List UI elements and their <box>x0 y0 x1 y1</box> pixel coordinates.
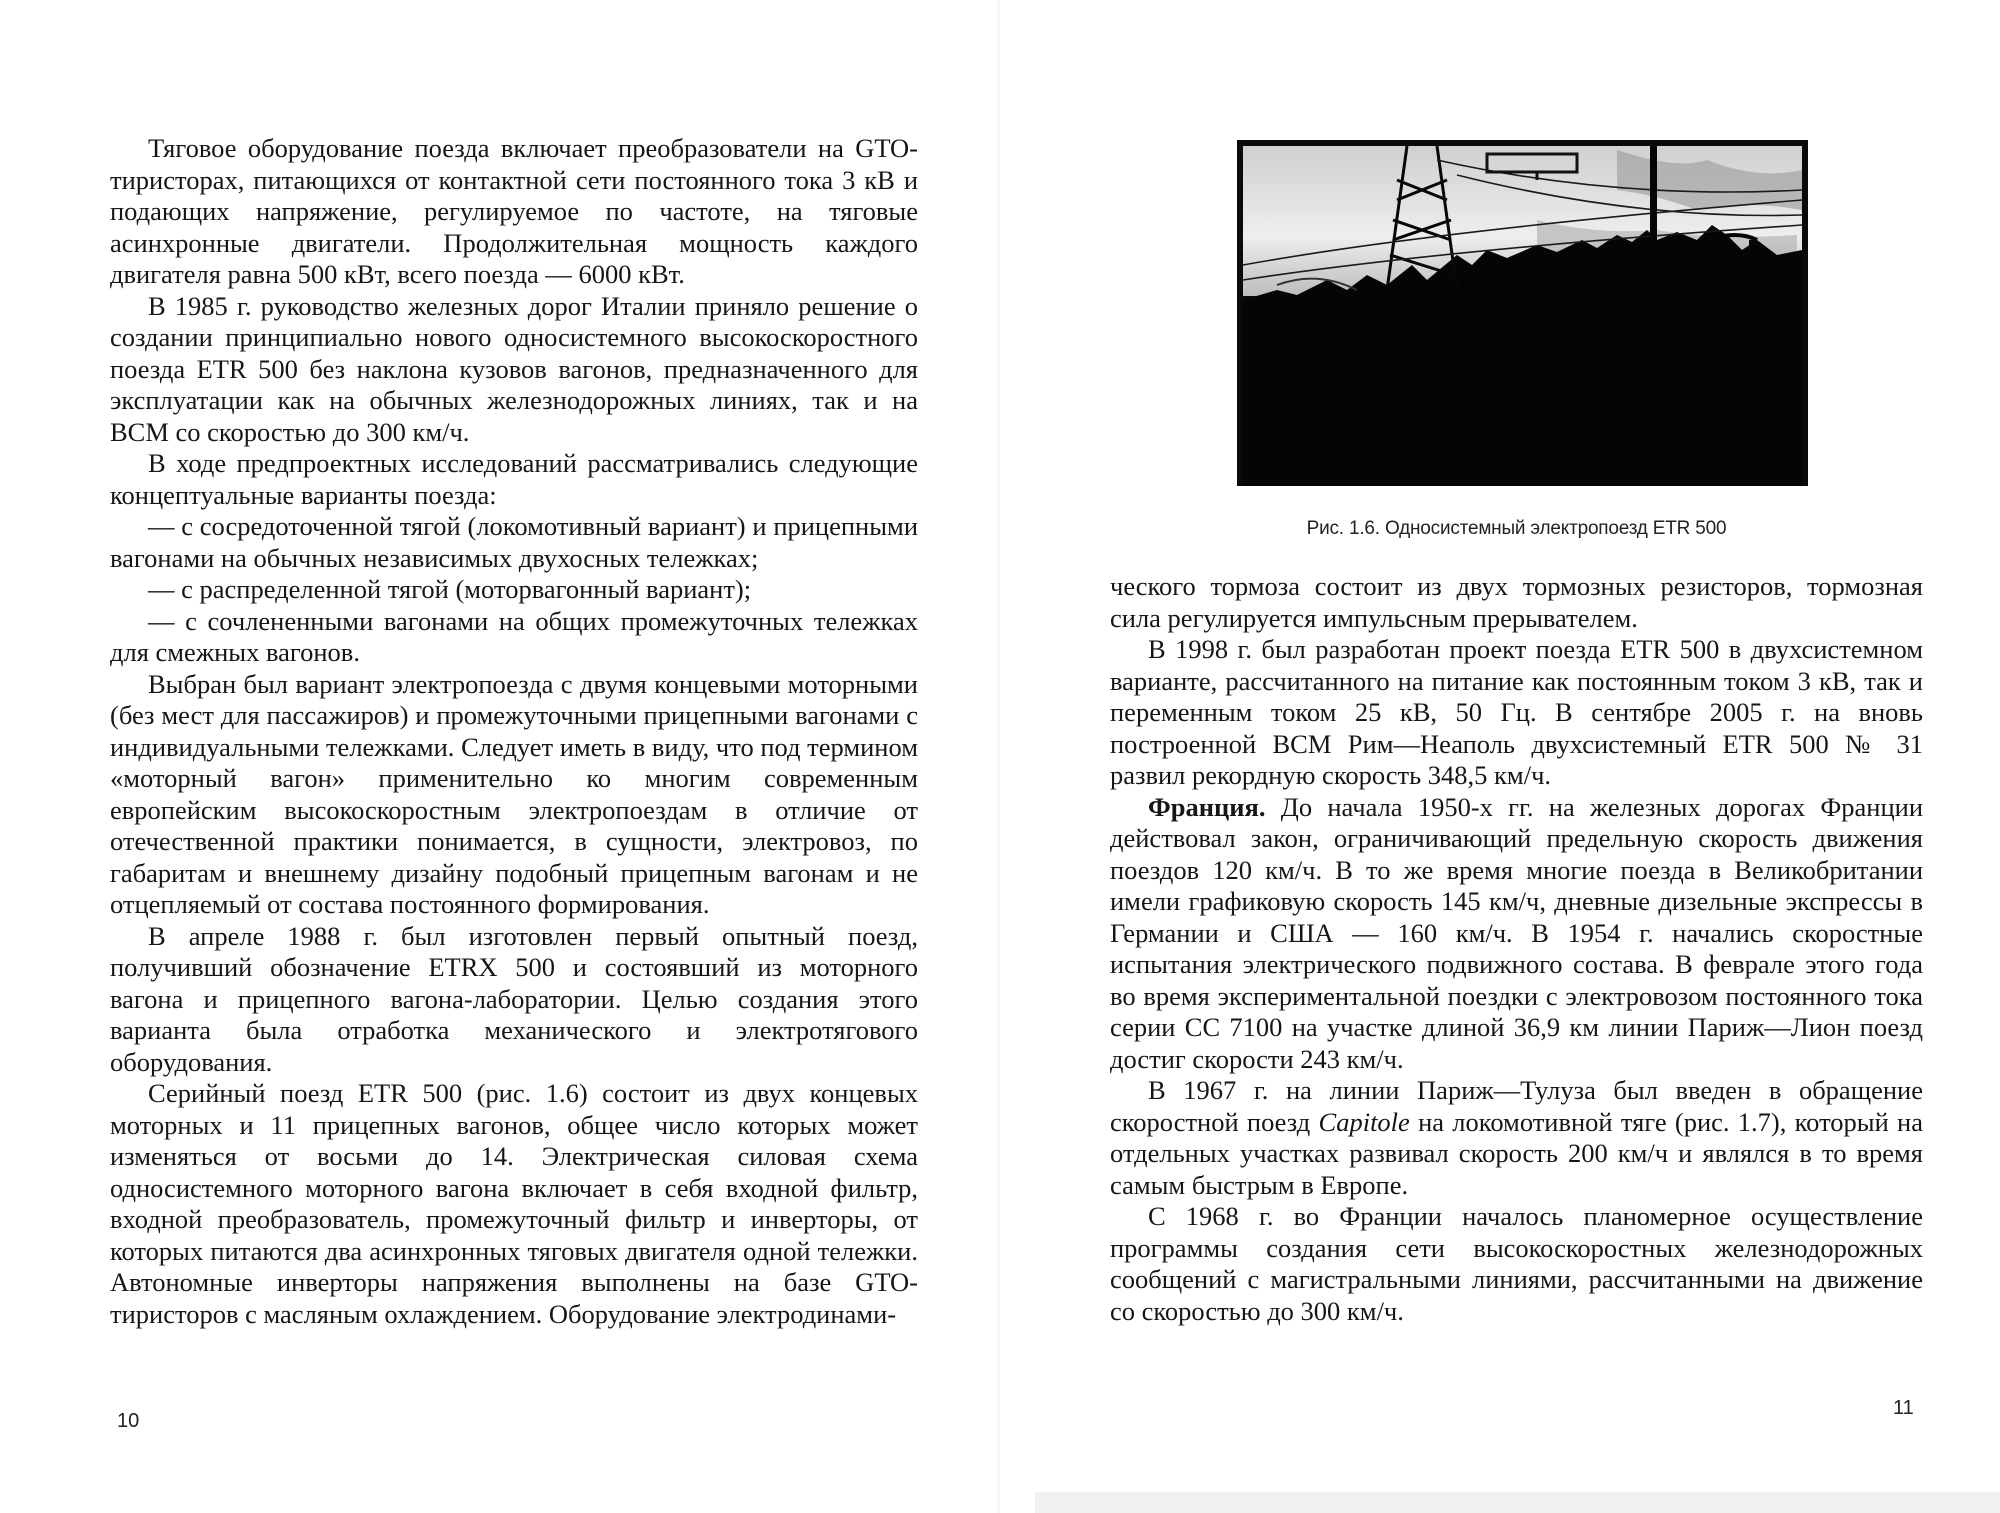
capitole-after: на локомотивной тяге (рис. 1.7), который на отдельных участках развивал скорость 200 км/ч и являлся в то время самым быстрым в Европе. <box>1110 1106 1924 1200</box>
paragraph-capitole <box>1110 1075 1923 1201</box>
list-item: — с распределенной тягой (моторвагонный вариант); <box>148 574 752 604</box>
capitole-before: В 1967 г. на линии Париж—Тулуза был введен в обращение скоростной поезд <box>1110 1075 1923 1137</box>
list-item: — с сосредоточенной тягой (локомотивный вариант) и прицепными вагонами на обычных независимых двухосных тележках; <box>110 511 918 573</box>
paragraph: В апреле 1988 г. был изготовлен первый опытный поезд, получивший обозначение ETRX 500 и состоявший из моторного вагона и прицепного вагона-лаборатории. Целью создания этого варианта была отработка механического и электротягового оборудования. <box>110 920 918 1077</box>
train-photo <box>1237 140 1808 486</box>
paragraph: В 1998 г. был разработан проект поезда ETR 500 в двухсистемном варианте, рассчитанного на питание как постоянным током 3 кВ, так и переменным током 25 кВ, 50 Гц. В сентябре 2005 г. на вновь построенной ВСМ Рим—Неаполь двухсистемный ETR 500 № 31 развил рекордную скорость 348,5 км/ч. <box>1110 634 1923 790</box>
list-item: — с сочлененными вагонами на общих промежуточных тележках для смежных вагонов. <box>110 605 918 667</box>
france-heading: Франция. <box>1148 791 1266 822</box>
figure-caption: Рис. 1.6. Односистемный электропоезд ETR 500 <box>1306 518 1727 539</box>
photo-silhouette <box>1237 140 1808 486</box>
paragraph: Выбран был вариант электропоезда с двумя концевыми моторными (без мест для пассажиров) и промежуточными прицепными вагонами с индивидуальными тележками. Следует иметь в виду, что под термином «моторный вагон» применительно ко многим современным европейским высокоскоростным электропоездам в отличие от отечественной практики понимается, в сущности, электровоз, по габаритам и внешнему дизайну подобный прицепным вагонам и не отцепляемый от состава постоянного формирования. <box>110 668 918 919</box>
paragraph: ческого тормоза состоит из двух тормозных резисторов, тормозная сила регулируется импульсным прерывателем. <box>1110 571 1923 633</box>
paragraph: В 1985 г. руководство железных дорог Италии приняло решение о создании принципиально нового односистемного высокоскоростного поезда ETR 500 без наклона кузовов вагонов, предназначенного для эксплуатации как на обычных железнодорожных линиях, так и на ВСМ со скоростью до 300 км/ч. <box>110 290 918 447</box>
paragraph: Серийный поезд ETR 500 (рис. 1.6) состоит из двух концевых моторных и 11 прицепных вагонов, общее число которых может изменяться от восьми до 14. Электрическая силовая схема односистемного моторного вагона включает в себя входной фильтр, входной преобразователь, промежуточный фильтр и инверторы, от которых питаются два асинхронных тяговых двигателя одной тележки. Автономные инверторы напряжения выполнены на базе GTO-тиристоров с масляным охлаждением. Оборудование электродинами- <box>110 1078 918 1329</box>
right-page-text <box>1110 571 1923 1327</box>
paragraph: С 1968 г. во Франции началось планомерное осуществление программы создания сети высокоскоростных железнодорожных сообщений с магистральными линиями, рассчитанными на движение со скоростью до 300 км/ч. <box>1110 1201 1923 1326</box>
left-page-text <box>110 133 918 1330</box>
page-number-right: 11 <box>1893 1397 1914 1419</box>
scan-shadow <box>1035 1492 2000 1513</box>
paragraph: В ходе предпроектных исследований рассматривались следующие концептуальные варианты поезда: <box>110 448 918 510</box>
paragraph-france <box>1110 792 1923 1076</box>
france-text: До начала 1950-х гг. на железных дорогах Франции действовал закон, ограничивающий предельную скорость движения поездов 120 км/ч. В то же время многие поезда в Великобритании имели графиковую скорость 145 км/ч, дневные дизельные экспрессы в Германии и США — 160 км/ч. В 1954 г. начались скоростные испытания электрического подвижного состава. В феврале этого года во время экспериментальной поездки с электровозом постоянного тока серии CC 7100 на участке длиной 36,9 км линии Париж—Лион поезд достиг скорости 243 км/ч. <box>1110 791 1924 1074</box>
page-number-left: 10 <box>117 1410 140 1432</box>
page-gutter <box>998 0 1000 1513</box>
paragraph: Тяговое оборудование поезда включает преобразователи на GTO-тиристорах, питающихся от контактной сети постоянного тока 3 кВ и подающих напряжение, регулируемое по частоте, на тяговые асинхронные двигатели. Продолжительная мощность каждого двигателя равна 500 кВт, всего поезда — 6000 кВт. <box>110 133 918 289</box>
capitole-name: Capitole <box>1318 1106 1410 1137</box>
